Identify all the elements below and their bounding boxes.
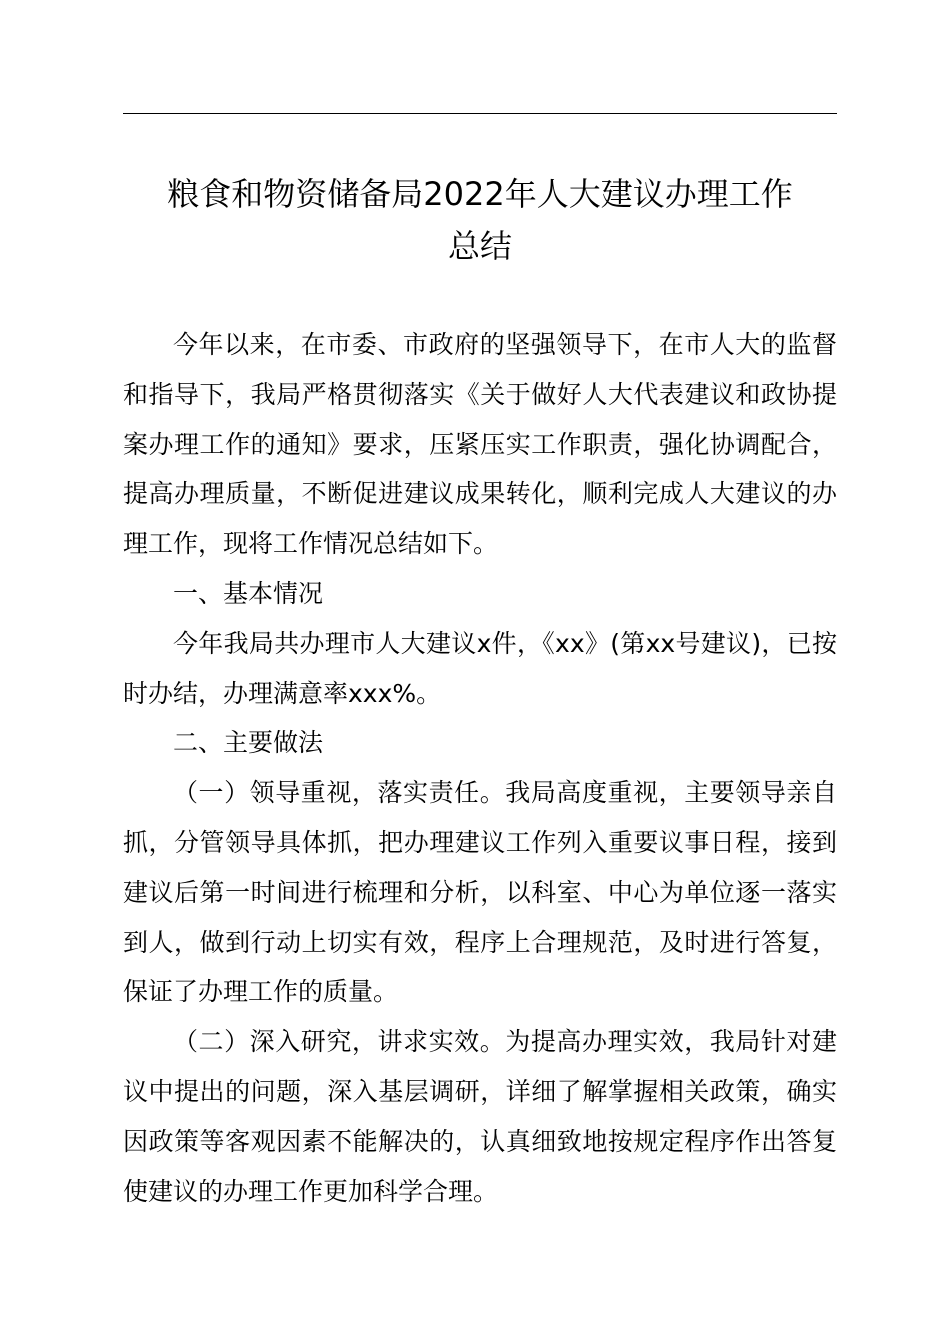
title-line-1: 粮食和物资储备局2022年人大建议办理工作 <box>167 175 793 213</box>
practice-one-paragraph: （一）领导重视，落实责任。我局高度重视，主要领导亲自抓，分管领导具体抓，把办理建议工作列入重要议事日程，接到建议后第一时间进行梳理和分析，以科室、中心为单位逐一落实到人，做到行动上切实有效，程序上合理规范，及时进行答复，保证了办理工作的质量。 <box>123 778 837 1007</box>
section-heading-basic: 一、基本情况 <box>173 578 324 608</box>
basic-situation-paragraph: 今年我局共办理市人大建议x件，《xx》(第xx号建议)，已按时办结，办理满意率xxx%。 <box>123 628 837 708</box>
document-body <box>123 320 837 1216</box>
practice-two-paragraph: （二）深入研究，讲求实效。为提高办理实效，我局针对建议中提出的问题，深入基层调研，详细了解掌握相关政策，确实因政策等客观因素不能解决的，认真细致地按规定程序作出答复使建议的办理工作更加科学合理。 <box>123 1027 837 1206</box>
intro-paragraph: 今年以来，在市委、市政府的坚强领导下，在市人大的监督和指导下，我局严格贯彻落实《关于做好人大代表建议和政协提案办理工作的通知》要求，压紧压实工作职责，强化协调配合，提高办理质量，不断促进建议成果转化，顺利完成人大建议的办理工作，现将工作情况总结如下。 <box>123 330 837 559</box>
title-line-2: 总结 <box>447 227 512 265</box>
header-rule <box>123 113 837 114</box>
section-heading-practices: 二、主要做法 <box>173 728 324 758</box>
document-title <box>123 168 837 272</box>
